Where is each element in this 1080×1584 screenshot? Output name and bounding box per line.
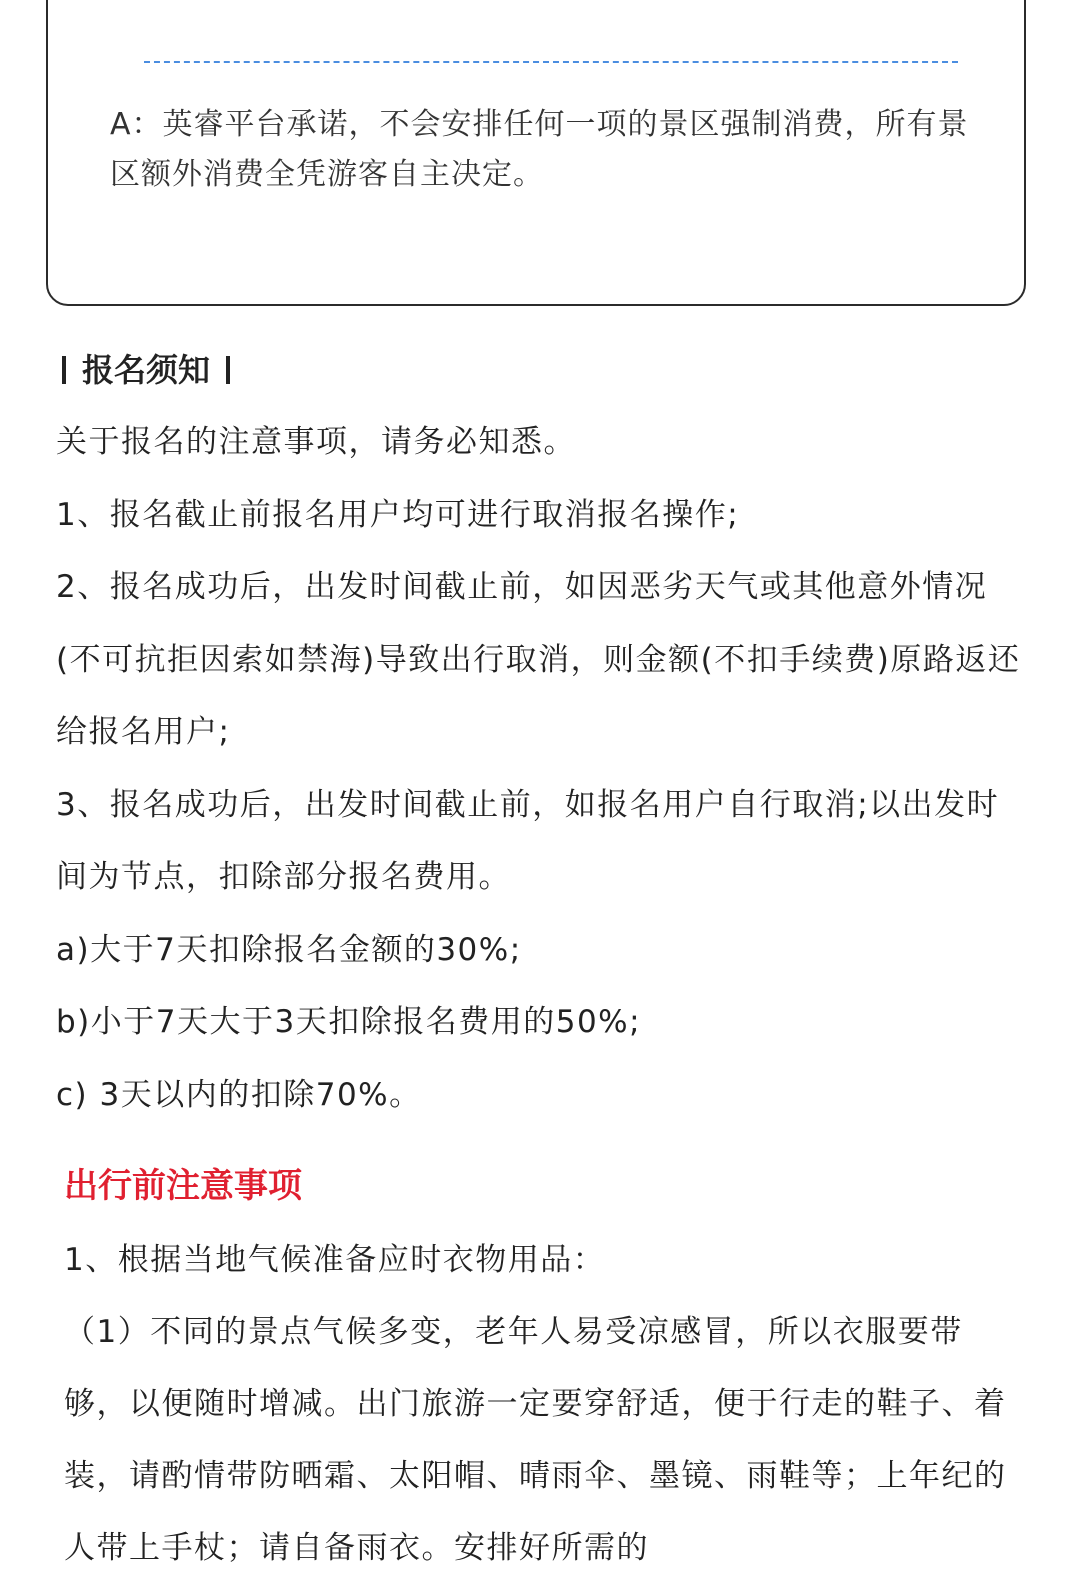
heading-bar-right <box>226 356 230 384</box>
registration-item: 2、报名成功后，出发时间截止前，如因恶劣天气或其他意外情况(不可抗拒因索如禁海)导致出行取消，则金额(不扣手续费)原路返还给报名用户; <box>56 569 1021 750</box>
preparation-detail: （1）不同的景点气候多变，老年人易受凉感冒，所以衣服要带够，以便随时增减。出门旅游一定要穿舒适，便于行走的鞋子、着装，请酌情带防晒霜、太阳帽、晴雨伞、墨镜、雨鞋等；上年纪的人带上手杖；请自备雨衣。安排好所需的 <box>64 1314 1007 1566</box>
registration-item: a)大于7天扣除报名金额的30%; <box>56 931 522 968</box>
registration-item: 3、报名成功后，出发时间截止前，如报名用户自行取消;以出发时间为节点，扣除部分报名费用。 <box>56 786 1000 895</box>
faq-divider <box>144 61 958 63</box>
heading-bar-left <box>62 356 66 384</box>
preparation-heading: 出行前注意事项 <box>64 1166 302 1206</box>
registration-item: b)小于7天大于3天扣除报名费用的50%; <box>56 1004 642 1040</box>
registration-heading-text: 报名须知 <box>82 351 211 389</box>
registration-item: c) 3天以内的扣除70%。 <box>56 1076 422 1113</box>
registration-intro: 关于报名的注意事项，请务必知悉。 <box>56 424 576 460</box>
preparation-item: 1、根据当地气候准备应时衣物用品： <box>64 1242 606 1278</box>
faq-answer: A：英睿平台承诺，不会安排任何一项的景区强制消费，所有景区额外消费全凭游客自主决定。 <box>110 107 969 192</box>
registration-body <box>56 406 1026 1131</box>
faq-card <box>46 0 1026 306</box>
preparation-body <box>64 1224 1024 1584</box>
registration-item: 1、报名截止前报名用户均可进行取消报名操作; <box>56 496 740 533</box>
registration-heading <box>62 344 230 396</box>
